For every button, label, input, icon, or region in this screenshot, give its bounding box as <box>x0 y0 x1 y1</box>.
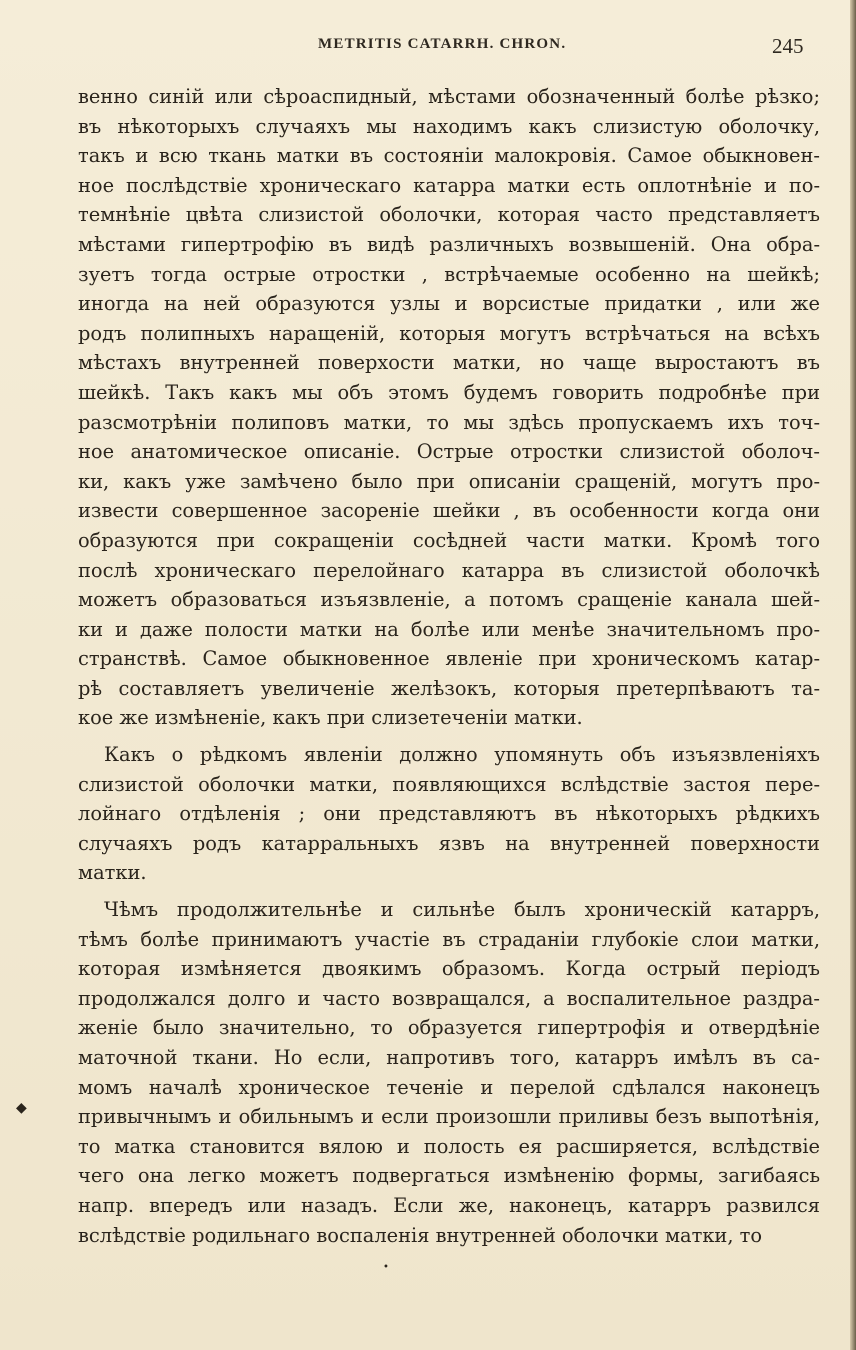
text-line: ное послѣдствіе хроническаго катарра матки есть оплотнѣніе и по- <box>78 173 820 197</box>
paragraph <box>78 895 820 1250</box>
text-line: маточной ткани. Но если, напротивъ того, катарръ имѣлъ въ са- <box>78 1046 820 1069</box>
text-line: въ нѣкоторыхъ случаяхъ мы находимъ какъ слизистую оболочку, <box>78 114 820 138</box>
text-line: мѣстахъ внутренней поверхости матки, но чаще выростаютъ въ <box>78 351 820 375</box>
text-line: кое же измѣненіе, какъ при слизетеченіи матки. <box>78 706 583 730</box>
text-line: женіе было значительно, то образуется гипертрофія и отвердѣніе <box>78 1016 820 1040</box>
text-line: то матка становится вялою и полость ея расширяется, вслѣдствіе <box>78 1134 820 1158</box>
text-line: рѣ составляетъ увеличеніе желѣзокъ, которыя претерпѣваютъ та- <box>78 676 820 700</box>
text-line: венно синій или сѣроаспидный, мѣстами обозначенный болѣе рѣзко; <box>78 85 820 108</box>
text-line: чего она легко можетъ подвергаться измѣненію формы, загибаясь <box>78 1164 820 1188</box>
text-line: Какъ о рѣдкомъ явленіи должно упомянуть объ изъязвленіяхъ <box>104 743 820 767</box>
text-line: разсмотрѣніи полиповъ матки, то мы здѣсь пропускаемъ ихъ точ- <box>78 410 820 434</box>
text-line: образуются при сокращеніи сосѣдней части матки. Кромѣ того <box>78 528 820 552</box>
text-line: матки. <box>78 861 147 885</box>
text-line: извести совершенное засореніе шейки , въ особенности когда они <box>78 499 820 523</box>
paragraph-gap <box>78 888 820 895</box>
paragraph-gap <box>78 733 820 740</box>
paragraph <box>78 82 820 733</box>
text-line: послѣ хроническаго перелойнаго катарра въ слизистой оболочкѣ <box>78 558 820 582</box>
text-line: ки и даже полости матки на болѣе или менѣе значительномъ про- <box>78 617 820 641</box>
text-line: ное анатомическое описаніе. Острые отростки слизистой оболоч- <box>78 440 820 464</box>
text-line: привычнымъ и обильнымъ и если произошли приливы безъ выпотѣнія, <box>78 1105 820 1129</box>
running-head: METRITIS CATARRH. CHRON. <box>318 36 567 52</box>
text-line: которая измѣняется двоякимъ образомъ. Когда острый періодъ <box>78 957 820 981</box>
text-line: момъ началѣ хроническое теченіе и перелой сдѣлался наконецъ <box>78 1075 820 1099</box>
page-header <box>0 34 856 58</box>
page-number: 245 <box>772 34 804 58</box>
text-line: Чѣмъ продолжительнѣе и сильнѣе былъ хроническій катарръ, <box>104 898 820 922</box>
text-line: иногда на ней образуются узлы и ворсистые придатки , или же <box>78 292 820 316</box>
ink-speck: • <box>383 1262 389 1273</box>
page-edge-shadow <box>850 0 856 1350</box>
text-line: ки, какъ уже замѣчено было при описаніи сращеній, могутъ про- <box>78 469 820 493</box>
text-line: лойнаго отдѣленія ; они представляютъ въ нѣкоторыхъ рѣдкихъ <box>78 802 820 826</box>
text-line: слизистой оболочки матки, появляющихся вслѣдствіе застоя пере- <box>78 772 820 796</box>
text-line: шейкѣ. Такъ какъ мы объ этомъ будемъ говорить подробнѣе при <box>78 380 820 404</box>
text-line: такъ и всю ткань матки въ состояніи малокровія. Самое обыкновен- <box>78 144 820 168</box>
paragraph <box>78 740 820 888</box>
margin-mark: ◆ <box>16 1100 27 1116</box>
text-line: напр. впередъ или назадъ. Если же, наконецъ, катарръ развился <box>78 1193 820 1217</box>
text-line: зуетъ тогда острые отростки , встрѣчаемые особенно на шейкѣ; <box>78 262 820 286</box>
text-line: продолжался долго и часто возвращался, а воспалительное раздра- <box>78 986 820 1010</box>
text-line: странствѣ. Самое обыкновенное явленіе при хроническомъ катар- <box>78 647 820 671</box>
text-line: родъ полипныхъ наращеній, которыя могутъ встрѣчаться на всѣхъ <box>78 321 820 345</box>
text-line: темнѣніе цвѣта слизистой оболочки, которая часто представляетъ <box>78 203 820 227</box>
body-text <box>78 82 820 1250</box>
text-line: случаяхъ родъ катарральныхъ язвъ на внутренней поверхности <box>78 831 820 855</box>
text-line: тѣмъ болѣе принимаютъ участіе въ страданіи глубокіе слои матки, <box>78 927 820 951</box>
text-line: мѣстами гипертрофію въ видѣ различныхъ возвышеній. Она обра- <box>78 232 820 256</box>
text-line: можетъ образоваться изъязвленіе, а потомъ сращеніе канала шей- <box>78 588 820 612</box>
text-line: вслѣдствіе родильнаго воспаленія внутренней оболочки матки, то <box>78 1223 763 1247</box>
